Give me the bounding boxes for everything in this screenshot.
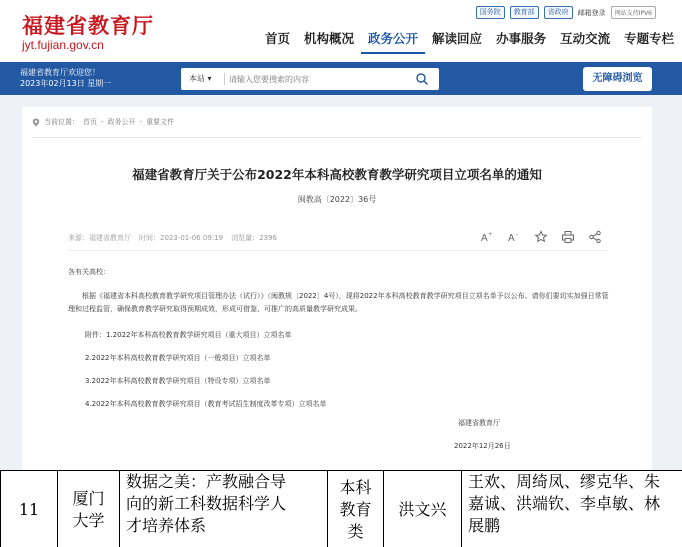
meta-views: 浏览量：2396 — [231, 234, 277, 242]
article-tools — [480, 230, 602, 244]
cell-project — [120, 471, 328, 547]
signer: 福建省教育厅 — [458, 419, 500, 427]
salutation: 各有关高校： — [68, 268, 110, 276]
body-paragraph: 根据《福建省本科高校教育教学研究项目管理办法（试行）》（闽教规〔2022〕4号），现将2022年本科高校教育教学研究项目立项名单予以公布。请你们要切实加强日常管理和过程监管，确保教育教学研究取得预期成效，形成可借鉴、可推广的高质量教学研究成果。 — [68, 292, 609, 313]
nav-services[interactable]: 办事服务 — [496, 31, 547, 46]
nav-government-affairs[interactable]: 政务公开 — [361, 30, 425, 54]
nav-home[interactable]: 首页 — [265, 31, 291, 46]
print-icon[interactable] — [561, 230, 575, 244]
meta-time: 时间：2023-01-06 09:19 — [139, 234, 224, 242]
search-divider — [224, 73, 225, 85]
accessibility-button[interactable]: 无障碍浏览 — [583, 67, 652, 91]
attachment-link-1[interactable]: 附件：1.2022年本科高校教育教学研究项目（重大项目）立项名单 — [85, 331, 292, 339]
article-panel — [22, 107, 652, 470]
svg-text:A: A — [508, 233, 515, 244]
welcome-text: 福建省教育厅欢迎您！ — [20, 68, 100, 77]
site-url: jyt.fujian.gov.cn — [22, 38, 104, 52]
attachment-link-2[interactable]: 2.2022年本科高校教育教学研究项目（一般项目）立项名单 — [85, 354, 271, 362]
search-scope-select[interactable]: 本站 ▾ — [189, 74, 212, 83]
star-icon[interactable] — [534, 230, 548, 244]
breadcrumb-prefix: 当前位置： — [44, 118, 79, 126]
font-increase-icon[interactable] — [480, 230, 494, 244]
svg-text:+: + — [488, 232, 493, 238]
share-icon[interactable] — [588, 230, 602, 244]
nav-organization[interactable]: 机构概况 — [304, 31, 355, 46]
document-number: 闽教高〔2022〕36号 — [297, 195, 377, 204]
cell-text: 嘉诚、洪端钦、李卓敏、林 — [468, 494, 661, 513]
cell-leader: 洪文兴 — [384, 471, 462, 547]
search-box — [181, 68, 439, 90]
link-state-council[interactable]: 国务院 — [476, 6, 505, 19]
search-input[interactable] — [229, 71, 409, 87]
cell-text: 大学 — [72, 510, 105, 530]
main-nav — [258, 30, 681, 54]
cell-text: 向的新工科数据科学人 — [126, 494, 287, 513]
svg-text:A: A — [481, 233, 488, 244]
svg-text:-: - — [516, 232, 518, 238]
link-ministry-education[interactable]: 教育部 — [510, 6, 539, 19]
meta-source: 来源：福建省教育厅 — [68, 234, 131, 242]
document-meta — [68, 233, 277, 243]
breadcrumb — [32, 117, 174, 127]
cell-text: 王欢、周绮凤、缪克华、朱 — [468, 472, 661, 491]
attachment-link-4[interactable]: 4.2022年本科高校教育教学研究项目（教育考试招生制度改革专项）立项名单 — [85, 400, 327, 408]
mail-login-link[interactable]: 邮箱登录 — [577, 8, 606, 17]
site-header — [0, 0, 682, 62]
breadcrumb-home[interactable]: 首页 — [83, 118, 97, 126]
location-icon — [32, 118, 40, 127]
cell-text: 才培养体系 — [126, 516, 207, 535]
welcome-block — [20, 67, 111, 89]
project-table-row — [0, 470, 682, 547]
cell-text: 本科 — [339, 477, 372, 497]
nav-interaction[interactable]: 互动交流 — [560, 31, 611, 46]
current-date: 2023年02月13日 星期一 — [20, 79, 112, 88]
link-provincial-gov[interactable]: 省政府 — [544, 6, 573, 19]
cell-number: 11 — [0, 471, 58, 547]
breadcrumb-important-docs[interactable]: 重要文件 — [146, 118, 175, 126]
breadcrumb-gov-affairs[interactable]: 政务公开 — [107, 118, 136, 126]
search-bar-strip — [0, 62, 682, 95]
top-links — [476, 6, 656, 19]
cell-school — [58, 471, 120, 547]
nav-special-topics[interactable]: 专题专栏 — [624, 31, 675, 46]
divider — [32, 137, 642, 138]
cell-members — [462, 471, 682, 547]
breadcrumb-sep: - — [101, 118, 104, 126]
attachment-link-3[interactable]: 3.2022年本科高校教育教学研究项目（特设专项）立项名单 — [85, 377, 271, 385]
nav-interpretation[interactable]: 解读回应 — [432, 31, 483, 46]
divider — [68, 250, 608, 251]
cell-text: 类 — [347, 521, 364, 541]
breadcrumb-sep: - — [139, 118, 143, 126]
sign-date: 2022年12月26日 — [454, 442, 511, 450]
cell-text: 数据之美：产教融合导 — [126, 472, 287, 491]
search-icon[interactable] — [415, 72, 429, 86]
site-logo[interactable]: 福建省教育厅 — [22, 13, 154, 38]
cell-text: 展鹏 — [468, 516, 501, 535]
cell-text: 厦门 — [72, 488, 105, 508]
ipv6-badge: 网站支持IPV6 — [611, 6, 656, 19]
font-decrease-icon[interactable] — [507, 230, 521, 244]
document-title: 福建省教育厅关于公布2022年本科高校教育教学研究项目立项名单的通知 — [132, 167, 542, 182]
cell-text: 教育 — [339, 499, 372, 519]
cell-category — [328, 471, 384, 547]
